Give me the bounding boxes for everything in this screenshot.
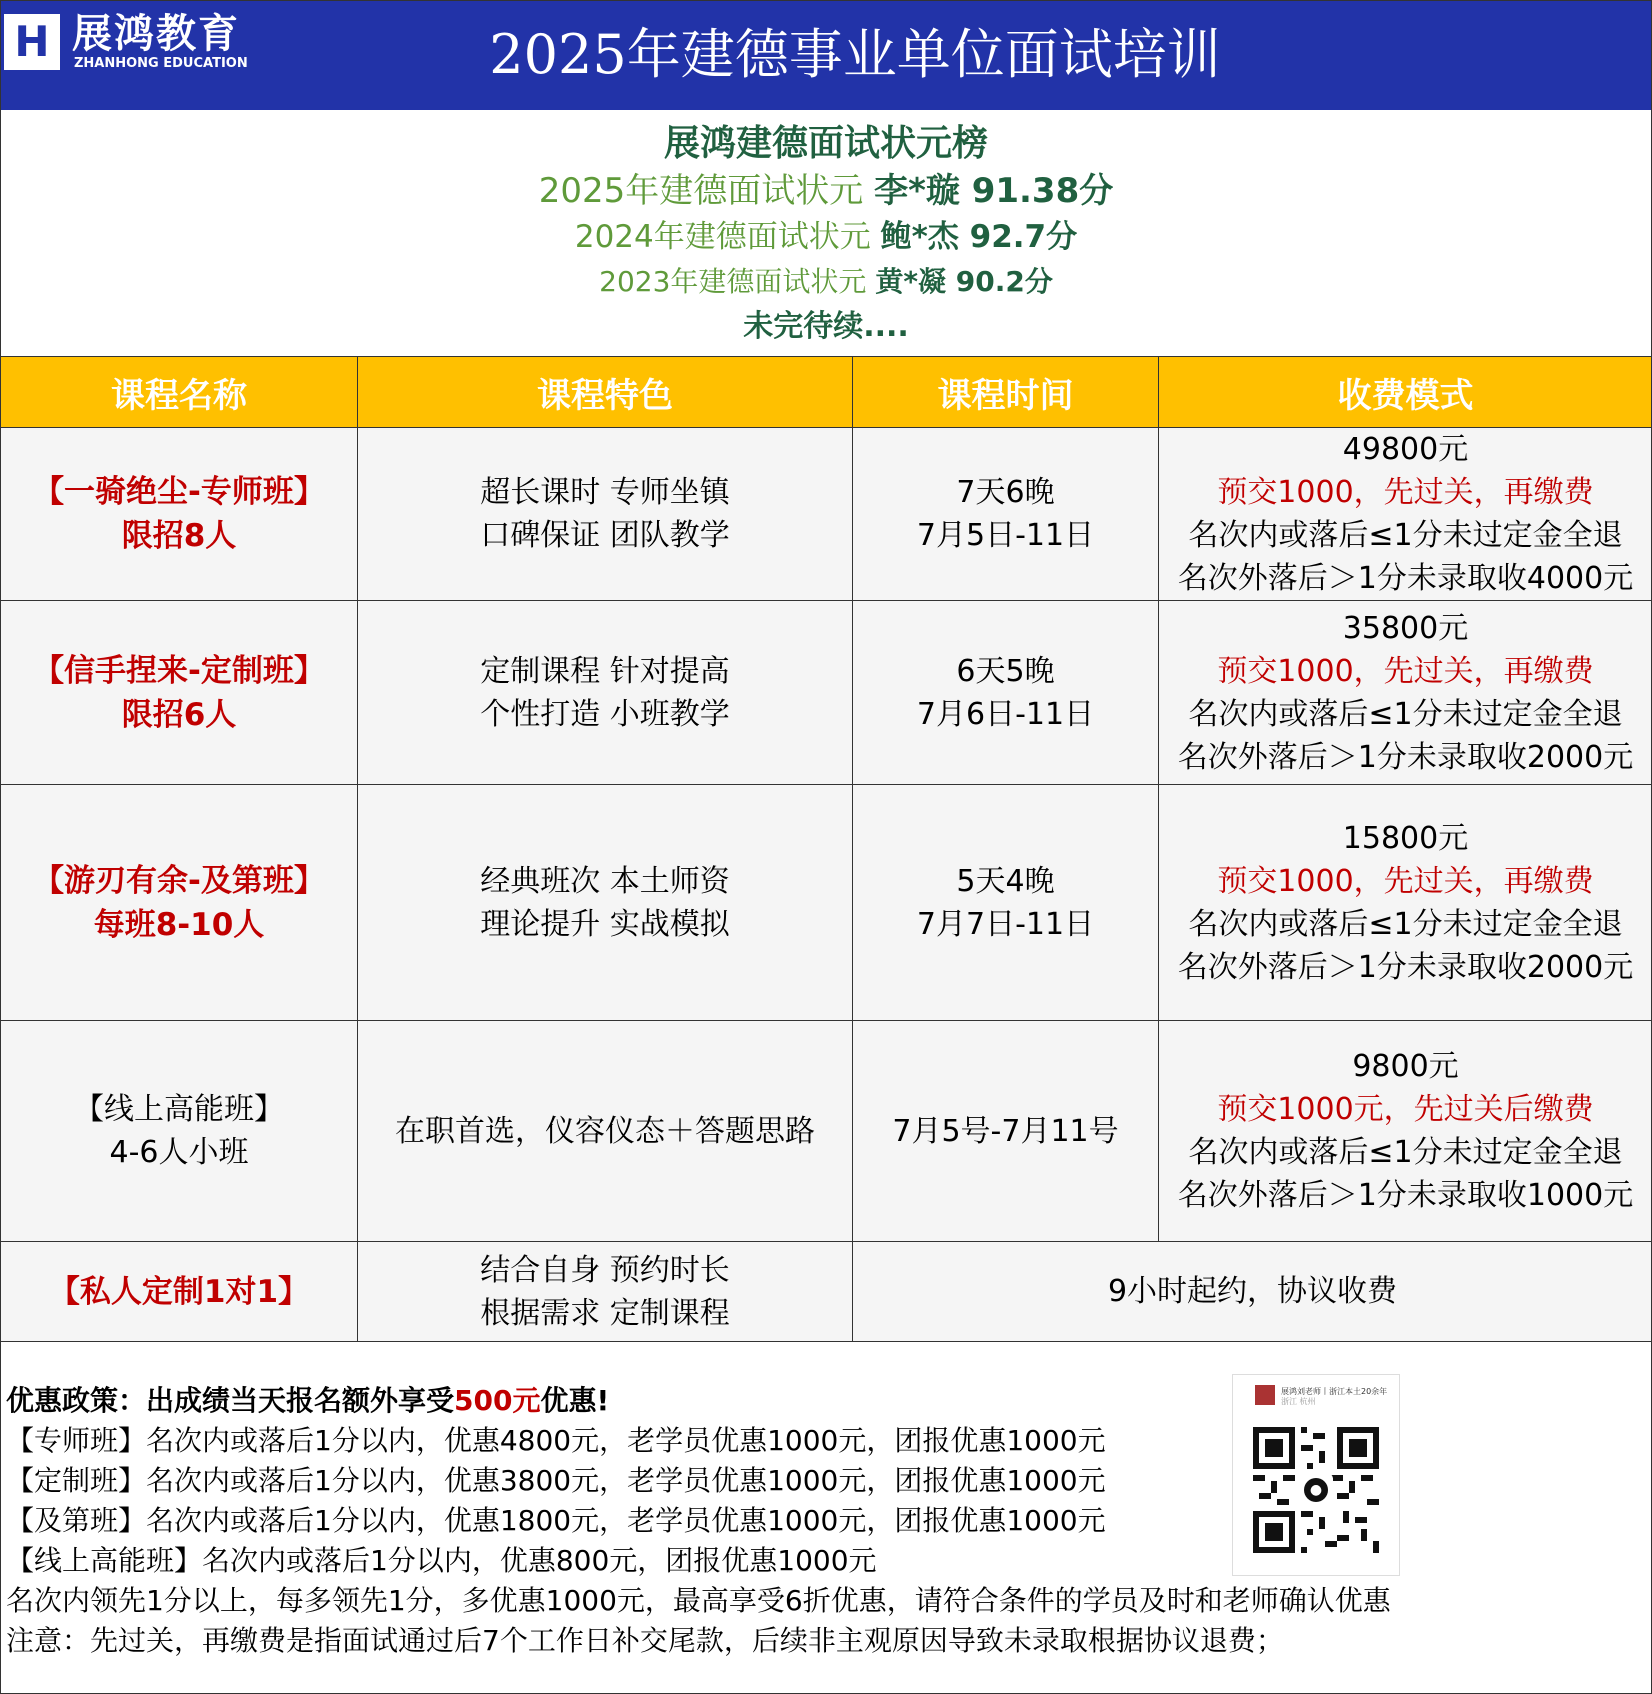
course-dates: 7月5日-11日 <box>916 518 1095 553</box>
brand-name: 展鸿教育 <box>72 11 240 57</box>
fee-charge-rule: 名次外落后＞1分未录取收2000元 <box>1177 739 1634 775</box>
fee-charge-rule: 名次外落后＞1分未录取收2000元 <box>1177 949 1634 985</box>
policy-line: 【定制班】名次内或落后1分以内，优惠3800元，老学员优惠1000元，团报优惠1000元 <box>6 1464 1106 1497</box>
fee-deposit-note: 预交1000元，先过关后缴费 <box>1217 1092 1594 1127</box>
course-price: 35800元 <box>1342 610 1469 646</box>
honor-title: 展鸿建德面试状元榜 <box>663 123 988 164</box>
policy-line: 【及第班】名次内或落后1分以内，优惠1800元，老学员优惠1000元，团报优惠1000元 <box>6 1504 1106 1537</box>
fee-refund-rule: 名次内或落后≤1分未过定金全退 <box>1188 906 1623 942</box>
fee-deposit-note: 预交1000，先过关，再缴费 <box>1217 475 1594 510</box>
header-bar <box>0 0 1652 110</box>
course-dates: 7月7日-11日 <box>916 906 1095 942</box>
header-course-features: 课程特色 <box>358 357 853 428</box>
course-features-cell <box>358 601 853 785</box>
fee-charge-rule: 名次外落后＞1分未录取收4000元 <box>1177 561 1634 596</box>
course-feature: 超长课时 专师坐镇 <box>480 475 730 510</box>
honor-entry-name-score: 李*璇 91.38分 <box>874 171 1114 211</box>
table-header-row <box>1 357 1652 428</box>
honor-entry-label: 2024年建德面试状元 <box>574 219 871 255</box>
course-name-cell <box>1 428 358 601</box>
table-row <box>1 785 1652 1021</box>
fee-deposit-note: 预交1000，先过关，再缴费 <box>1217 863 1594 899</box>
wechat-qr-card[interactable] <box>1232 1374 1400 1576</box>
header-course-name: 课程名称 <box>1 357 358 428</box>
table-row <box>1 601 1652 785</box>
course-fee-cell <box>1159 601 1652 785</box>
course-feature: 理论提升 实战模拟 <box>480 906 730 942</box>
course-table <box>0 356 1652 1342</box>
course-name: 【线上高能班】 <box>74 1092 284 1127</box>
honor-entry-label: 2025年建德面试状元 <box>538 171 864 211</box>
course-features-cell <box>358 785 853 1021</box>
table-row <box>1 428 1652 601</box>
fee-refund-rule: 名次内或落后≤1分未过定金全退 <box>1188 1135 1623 1170</box>
course-features-cell <box>358 428 853 601</box>
course-time-cell <box>853 601 1159 785</box>
course-limit: 限招6人 <box>121 696 237 733</box>
course-duration: 6天5晚 <box>956 653 1055 689</box>
course-fee-cell <box>1159 785 1652 1021</box>
header-course-time: 课程时间 <box>853 357 1159 428</box>
course-dates: 7月5号-7月11号 <box>892 1113 1119 1149</box>
course-time-cell <box>853 1021 1159 1242</box>
course-table-wrapper <box>0 356 1652 1342</box>
course-time-cell <box>853 785 1159 1021</box>
course-fee-cell <box>1159 1021 1652 1242</box>
honor-section <box>0 110 1652 356</box>
course-dates: 7月6日-11日 <box>916 696 1095 732</box>
course-name: 【一骑绝尘-专师班】 <box>33 474 325 510</box>
policy-heading-amount: 500元 <box>454 1384 541 1417</box>
fee-refund-rule: 名次内或落后≤1分未过定金全退 <box>1188 696 1623 732</box>
honor-entry-label: 2023年建德面试状元 <box>599 265 867 298</box>
course-time-cell <box>853 428 1159 601</box>
brand-english-name: ZHANHONG EDUCATION <box>74 56 248 71</box>
course-feature: 定制课程 针对提高 <box>480 653 730 689</box>
course-feature: 个性打造 小班教学 <box>480 696 730 732</box>
honor-entry-name-score: 黄*凝 90.2分 <box>875 265 1053 298</box>
header-fee-mode: 收费模式 <box>1159 357 1652 428</box>
course-limit: 4-6人小班 <box>109 1135 249 1170</box>
course-duration: 5天4晚 <box>956 863 1055 899</box>
course-feature: 经典班次 本土师资 <box>480 863 730 899</box>
wechat-logo-icon <box>1299 1473 1333 1507</box>
course-name-cell <box>1 601 358 785</box>
course-name: 【游刃有余-及第班】 <box>33 862 325 899</box>
course-name: 【信手捏来-定制班】 <box>33 652 325 689</box>
policy-line: 名次内领先1分以上，每多领先1分，多优惠1000元，最高享受6折优惠，请符合条件的学员及时和老师确认优惠 <box>6 1584 1391 1617</box>
policy-heading <box>6 1382 609 1420</box>
private-fee: 9小时起约，协议收费 <box>1107 1274 1398 1309</box>
course-limit: 每班8-10人 <box>93 906 265 943</box>
qr-location: 浙江 杭州 <box>1281 1397 1316 1406</box>
course-name: 【私人定制1对1】 <box>48 1273 310 1310</box>
qr-caption <box>1281 1387 1393 1407</box>
policy-line: 注意：先过关，再缴费是指面试通过后7个工作日补交尾款，后续非主观原因导致未录取根据协议退费； <box>6 1624 1284 1657</box>
fee-deposit-note: 预交1000，先过关，再缴费 <box>1217 653 1594 689</box>
course-fee-cell <box>853 1242 1652 1342</box>
honor-entry-name-score: 鲍*杰 92.7分 <box>880 219 1078 255</box>
course-features-cell <box>358 1021 853 1242</box>
table-row <box>1 1021 1652 1242</box>
table-row <box>1 1242 1652 1342</box>
discount-policy-section <box>0 1354 1652 1694</box>
course-feature: 口碑保证 团队教学 <box>480 518 730 553</box>
course-name-cell <box>1 1242 358 1342</box>
policy-heading-suffix: 优惠! <box>540 1384 610 1417</box>
course-price: 15800元 <box>1342 820 1469 856</box>
logo-icon: H <box>4 14 60 70</box>
fee-charge-rule: 名次外落后＞1分未录取收1000元 <box>1177 1178 1634 1213</box>
policy-heading-prefix: 优惠政策：出成绩当天报名额外享受 <box>6 1384 455 1417</box>
page-title: 2025年建德事业单位面试培训 <box>489 23 1221 86</box>
course-features-cell <box>358 1242 853 1342</box>
course-feature: 结合自身 预约时长 <box>480 1252 730 1288</box>
honor-continued: 未完待续.... <box>743 309 909 344</box>
avatar <box>1255 1385 1275 1405</box>
honor-entry <box>0 218 1652 256</box>
honor-entry <box>0 264 1652 300</box>
course-duration: 7天6晚 <box>956 475 1055 510</box>
course-limit: 限招8人 <box>121 518 237 554</box>
course-feature: 根据需求 定制课程 <box>480 1295 730 1331</box>
course-name-cell <box>1 1021 358 1242</box>
course-price: 49800元 <box>1342 432 1469 467</box>
course-name-cell <box>1 785 358 1021</box>
course-fee-cell <box>1159 428 1652 601</box>
qr-caption-text: 展鸿刘老师丨浙江本土20余年 <box>1281 1387 1388 1396</box>
policy-line: 【线上高能班】名次内或落后1分以内，优惠800元，团报优惠1000元 <box>6 1544 877 1577</box>
course-feature: 在职首选，仪容仪态＋答题思路 <box>395 1113 815 1149</box>
policy-line: 【专师班】名次内或落后1分以内，优惠4800元，老学员优惠1000元，团报优惠1000元 <box>6 1424 1106 1457</box>
honor-entry <box>0 170 1652 212</box>
course-price: 9800元 <box>1352 1049 1459 1084</box>
chat-bubble-icon: ● <box>1304 1478 1328 1502</box>
fee-refund-rule: 名次内或落后≤1分未过定金全退 <box>1188 518 1623 553</box>
